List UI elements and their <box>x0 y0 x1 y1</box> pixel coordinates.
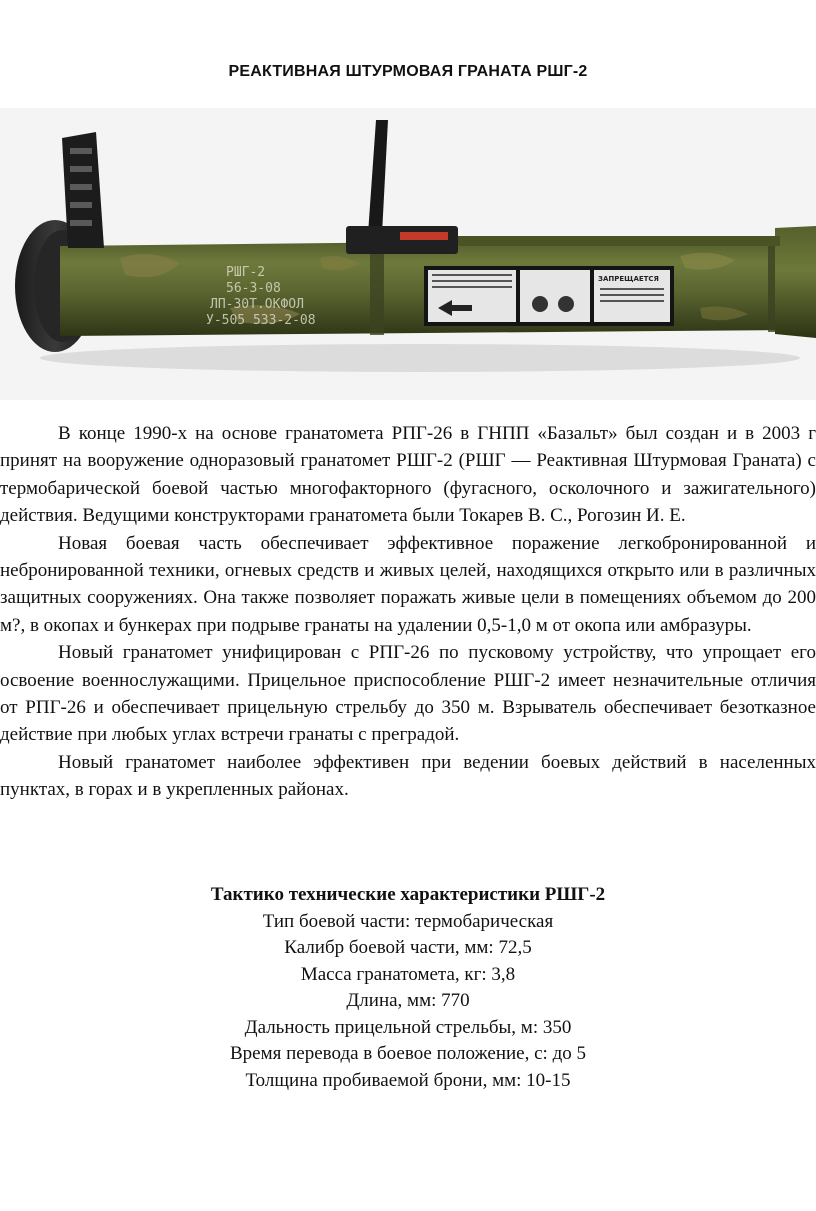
spec-item: Калибр боевой части, мм: 72,5 <box>284 937 532 958</box>
spec-item: Дальность прицельной стрельбы, м: 350 <box>244 1016 572 1038</box>
specs-section <box>0 882 816 1094</box>
specs-list <box>0 909 816 1095</box>
body-text <box>0 420 816 804</box>
paragraph: Новый гранатомет унифицирован с РПГ-26 по пусковому устройству, что упрощает его освоение военнослужащими. Прицельное приспособление РШГ-2 имеет незначительные отличия от РПГ-26 и обеспечивает прицельную стрельбу до 350 м. Взрыватель обеспечивает безотказное действие при любых углах встречи гранаты с преградой. <box>0 642 816 746</box>
paragraph: Новая боевая часть обеспечивает эффективное поражение легкобронированной и небронированной техники, огневых средств и живых целей, находящихся открыто или в различных защитных сооружениях. Она также позволяет поражать живые цели в помещениях объемом до 200 м?, в окопах и бункерах при подрыве гранаты на удалении 0,5-1,0 м от окопа или амбразуры. <box>0 532 816 636</box>
marking-line: У-505 533-2-08 <box>206 313 316 328</box>
instruction-decal <box>424 266 674 326</box>
launcher-photo <box>0 108 816 400</box>
paragraph: Новый гранатомет наиболее эффективен при ведении боевых действий в населенных пунктах, в горах и в укрепленных районах. <box>0 751 816 801</box>
paragraph: В конце 1990-х на основе гранатомета РПГ-26 в ГНПП «Базальт» был создан и в 2003 г принят на вооружение одноразовый гранатомет РШГ-2 (РШГ — Реактивная Штурмовая Граната) с термобарической боевой частью многофакторного (фугасного, осколочного и зажигательного) действия. Ведущими конструкторами гранатомета были Токарев В. С., Рогозин И. Е. <box>0 423 816 527</box>
spec-item: Толщина пробиваемой брони, мм: 10-15 <box>245 1069 571 1091</box>
page-title: РЕАКТИВНАЯ ШТУРМОВАЯ ГРАНАТА РШГ-2 <box>228 63 588 80</box>
marking-line: ЛП-30Т.ОКФОЛ <box>210 297 304 312</box>
spec-item: Тип боевой части: термобарическая <box>262 910 554 932</box>
marking-line: РШГ-2 <box>226 265 266 280</box>
specs-heading: Тактико технические характеристики РШГ-2 <box>210 884 606 905</box>
warning-label-heading: ЗАПРЕЩАЕТСЯ <box>598 275 659 283</box>
spec-item: Время перевода в боевое положение, с: до 5 <box>230 1043 586 1064</box>
marking-line: 56-3-08 <box>226 281 281 296</box>
spec-item: Масса гранатомета, кг: 3,8 <box>300 963 516 985</box>
spec-item: Длина, мм: 770 <box>346 990 470 1011</box>
